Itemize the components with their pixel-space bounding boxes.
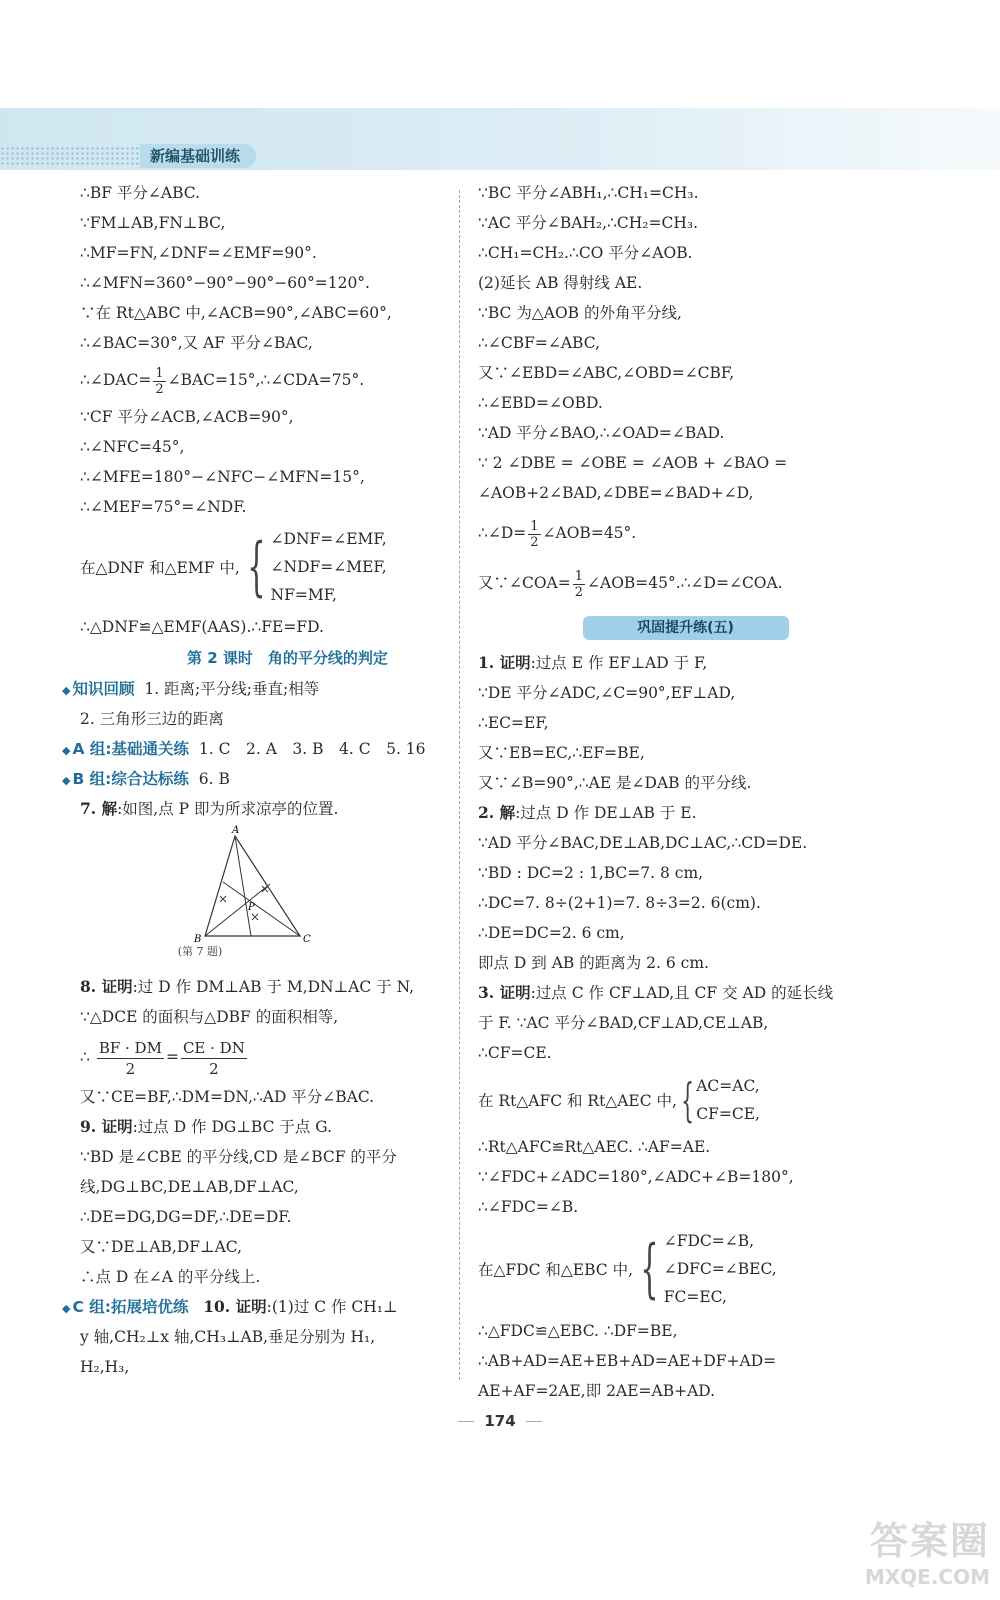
text-line-fraction [80,1032,495,1082]
text-fragment: = [165,1048,179,1066]
vertex-label-b: B [194,934,202,945]
text-line: ∴CH₁=CH₂.∴CO 平分∠AOB. [478,244,693,262]
section-pill-title: 巩固提升练(五) [583,616,789,640]
text-line: ∴∠CBF=∠ABC, [478,334,600,352]
question-number: 1. 证明 [478,653,531,672]
fraction [181,1038,247,1079]
question-number: 8. 证明 [80,977,133,996]
text-line: 又∵EB=EC,∴EF=BE, [478,744,645,762]
text-line: ∵BD : DC=2 : 1,BC=7. 8 cm, [478,864,704,882]
text-line: ∵∠FDC+∠ADC=180°,∠ADC+∠B=180°, [478,1168,794,1186]
system-row: AC=AC, [696,1077,760,1095]
text-line: ∵FM⊥AB,FN⊥BC, [80,214,226,232]
text-fragment: ∠AOB=45°. [542,524,637,542]
watermark-logo [780,1510,990,1590]
text-line: AE+AF=2AE,即 2AE=AB+AD. [478,1382,716,1400]
text-line: ∴∠EBD=∠OBD. [478,394,603,412]
equation-system [80,522,495,612]
text-line: 又∵CE=BF,∴DM=DN,∴AD 平分∠BAC. [80,1088,375,1106]
system-row: CF=CE, [696,1105,760,1123]
text-fragment: :过 D 作 DM⊥AB 于 M,DN⊥AC 于 N, [132,978,415,996]
text-line: 2. 三角形三边的距离 [80,710,224,728]
system-intro: 在 Rt△AFC 和 Rt△AEC 中, [478,1092,677,1110]
text-line: ∵AC 平分∠BAH₂,∴CH₂=CH₃. [478,214,699,232]
figure-caption: (第 7 题) [177,945,223,958]
text-line: ∴EC=EF, [478,714,549,732]
text-line-fraction [478,508,893,558]
text-line: ∴BF 平分∠ABC. [80,184,201,202]
bisector-c [223,882,300,936]
brace-icon: { [681,1073,695,1127]
system-row: ∠DFC=∠BEC, [663,1260,777,1278]
text-line: ∴DC=7. 8÷(2+1)=7. 8÷3=2. 6(cm). [478,894,761,912]
text-line: ∴∠NFC=45°, [80,438,185,456]
fraction-denominator: 2 [125,1059,136,1078]
point-label-p: P [248,902,255,913]
text-fragment: ∴ [80,1048,90,1066]
text-line: 于 F. ∵AC 平分∠BAD,CF⊥AD,CE⊥AB, [478,1014,769,1032]
system-braces [633,1227,777,1311]
system-braces [677,1072,760,1128]
text-line: 又∵∠B=90°,∴AE 是∠DAB 的平分线. [478,774,752,792]
answer-text: 1. C 2. A 3. B 4. C 5. 16 [198,740,426,758]
answer-text: 1. 距离;平分线;垂直;相等 [144,680,320,698]
system-row: NF=MF, [270,586,337,604]
text-fragment: :过点 D 作 DE⊥AB 于 E. [515,804,697,822]
section-tag: ◆ 知识回顾 [62,680,134,698]
left-column [72,178,495,1382]
fraction-denominator: 2 [155,381,164,397]
text-line: ∵△DCE 的面积与△DBF 的面积相等, [80,1008,339,1026]
brace-icon: { [640,1232,659,1306]
text-fragment: ∴∠D= [478,524,527,542]
text-fragment: :过点 C 作 CF⊥AD,且 CF 交 AD 的延长线 [530,984,834,1002]
text-line: ∴Rt△AFC≌Rt△AEC. ∴AF=AE. [478,1138,711,1156]
header-dot-pattern [0,146,140,166]
system-row: ∠NDF=∠MEF, [270,558,387,576]
section-title: 第 2 课时 角的平分线的判定 [187,649,388,667]
text-fragment: 又∵∠COA= [478,574,571,592]
question-number: 3. 证明 [478,983,531,1002]
text-line: ∵CF 平分∠ACB,∠ACB=90°, [80,408,294,426]
text-line: H₂,H₃, [80,1358,130,1376]
fraction [528,519,540,550]
question-number: 7. 解 [80,799,118,818]
brace-icon: { [247,530,266,604]
bisector-a [235,836,251,936]
system-braces [240,525,387,609]
watermark-url: MXQE.COM [864,1565,990,1589]
fraction-numerator: 1 [155,365,164,381]
text-line: ∴DE=DC=2. 6 cm, [478,924,625,942]
text-fragment: :(1)过 C 作 CH₁⊥ [266,1298,398,1316]
question-number: 2. 解 [478,803,516,822]
section-tag: ◆ C 组:拓展培优练 [62,1298,188,1316]
text-fragment: ∴∠DAC= [80,371,152,389]
text-line: ∵BC 平分∠ABH₁,∴CH₁=CH₃. [478,184,699,202]
right-column [478,178,893,1406]
fraction-denominator: 2 [530,534,539,550]
text-line: 又∵∠EBD=∠ABC,∠OBD=∠CBF, [478,364,735,382]
text-line: ∵BD 是∠CBE 的平分线,CD 是∠BCF 的平分 [80,1148,397,1166]
text-line: ∴△FDC≌△EBC. ∴DF=BE, [478,1322,678,1340]
page-number: 174 [0,1412,1000,1430]
text-line: ∴CF=CE. [478,1044,552,1062]
text-line: ∴∠MEF=75°=∠NDF. [80,498,247,516]
fraction-numerator: 1 [530,518,539,534]
system-row: ∠DNF=∠EMF, [270,530,387,548]
question-number: 10. 证明 [203,1297,267,1316]
fraction [153,366,165,397]
text-line: ∴AB+AD=AE+EB+AD=AE+DF+AD= [478,1352,777,1370]
system-row: FC=EC, [663,1288,727,1306]
text-line: y 轴,CH₂⊥x 轴,CH₃⊥AB,垂足分别为 H₁, [80,1328,376,1346]
text-line: ∵在 Rt△ABC 中,∠ACB=90°,∠ABC=60°, [80,304,392,322]
text-line: ∴DE=DG,DG=DF,∴DE=DF. [80,1208,292,1226]
text-line: (2)延长 AB 得射线 AE. [478,274,643,292]
text-line: ∵BC 为△AOB 的外角平分线, [478,304,682,322]
text-line-fraction [478,558,893,608]
text-line: ∵ 2 ∠DBE = ∠OBE = ∠AOB + ∠BAO = [478,454,788,472]
equation-system [478,1222,893,1316]
system-intro: 在△FDC 和△EBC 中, [478,1261,634,1279]
text-line: 即点 D 到 AB 的距离为 2. 6 cm. [478,954,709,972]
text-fragment: :如图,点 P 即为所求凉亭的位置. [117,800,339,818]
text-line-fraction [80,358,495,402]
vertex-label-c: C [303,934,311,945]
text-fragment: ∠AOB=45°.∴∠D=∠COA. [587,574,783,592]
text-line: ∵AD 平分∠BAC,DE⊥AB,DC⊥AC,∴CD=DE. [478,834,808,852]
header-title: 新编基础训练 [140,144,256,168]
fraction-denominator: 2 [574,584,584,600]
fraction-denominator: 2 [209,1059,219,1078]
section-tag: ◆ A 组:基础通关练 [62,740,189,758]
system-intro: 在△DNF 和△EMF 中, [80,559,240,577]
text-fragment: :过点 E 作 EF⊥AD 于 F, [530,654,708,672]
triangle-abc [205,836,300,936]
text-line: ∠AOB+2∠BAD,∠DBE=∠BAD+∠D, [478,484,754,502]
text-line: ∴点 D 在∠A 的平分线上. [80,1268,261,1286]
answer-text: 6. B [198,770,230,788]
question-number: 9. 证明 [80,1117,133,1136]
vertex-label-a: A [232,825,240,836]
triangle-diagram [190,824,390,954]
text-line: ∴∠MFE=180°−∠NFC−∠MFN=15°, [80,468,365,486]
text-line: ∴∠MFN=360°−90°−90°−60°=120°. [80,274,370,292]
section-tag: ◆ B 组:综合达标练 [62,770,189,788]
fraction [97,1038,164,1079]
text-line: 又∵DE⊥AB,DF⊥AC, [80,1238,243,1256]
fraction [573,569,585,600]
system-row: ∠FDC=∠B, [663,1232,755,1250]
text-line: ∵AD 平分∠BAO,∴∠OAD=∠BAD. [478,424,725,442]
text-line: 线,DG⊥BC,DE⊥AB,DF⊥AC, [80,1178,299,1196]
text-fragment: :过点 D 作 DG⊥BC 于点 G. [132,1118,333,1136]
triangle-figure [80,824,495,954]
text-line: ∴∠FDC=∠B. [478,1198,579,1216]
text-line: ∴△DNF≌△EMF(AAS).∴FE=FD. [80,618,324,636]
text-line: ∵DE 平分∠ADC,∠C=90°,EF⊥AD, [478,684,736,702]
text-line: ∴∠BAC=30°,又 AF 平分∠BAC, [80,334,313,352]
equation-system [478,1068,893,1132]
watermark-text: 答案圈 [869,1519,990,1563]
fraction-numerator: BF · DM [98,1038,162,1057]
fraction-numerator: CE · DN [182,1038,245,1057]
text-line: ∴MF=FN,∠DNF=∠EMF=90°. [80,244,317,262]
fraction-numerator: 1 [574,568,584,584]
text-fragment: ∠BAC=15°,∴∠CDA=75°. [167,371,365,389]
